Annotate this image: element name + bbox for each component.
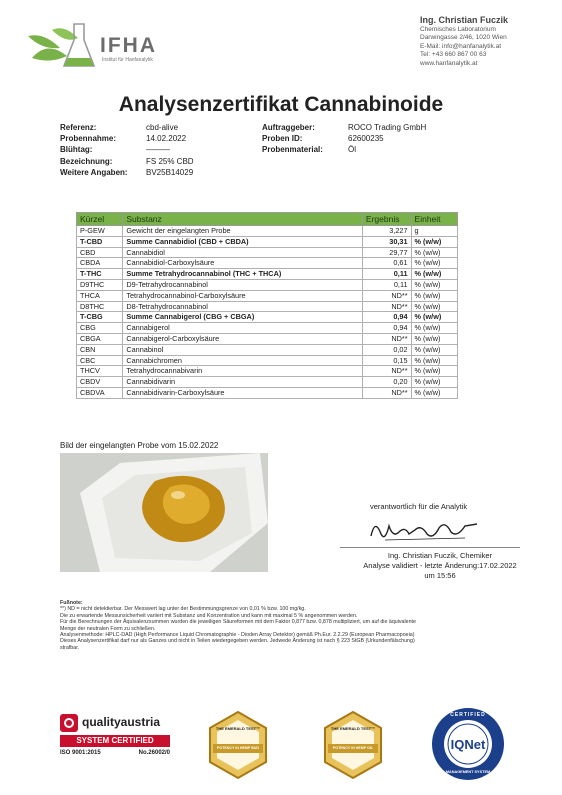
footnote-line: Für die Berechnungen der Äquivalenzsummen wurden die jeweiligen Säureformen mit dem Faktor 0,877 bzw. 0,878 multipliziert, um auf die äquivalente — [60, 619, 416, 626]
info-value: ——— — [146, 145, 170, 155]
table-row — [77, 355, 458, 366]
info-label: Probenmaterial: — [262, 145, 323, 155]
lab-website: www.hanfanalytik.at — [420, 59, 478, 67]
footnote-line: Analysenmethode: HPLC-DAD (High Performance Liquid Chromatographie - Dioden Array Detektor) gemäß Ph.Eur. 2.2.29 (European Pharmacopoeia) — [60, 632, 415, 639]
signature-block — [340, 551, 540, 581]
table-row — [77, 333, 458, 344]
cell-result: ND** — [362, 290, 411, 301]
cell-code: T-THC — [77, 269, 123, 280]
table-row — [77, 226, 458, 237]
emerald-title: THE EMERALD TEST™ — [215, 726, 261, 731]
table-row — [77, 312, 458, 323]
iqnet-top: CERTIFIED — [450, 712, 486, 718]
cell-unit: % (w/w) — [411, 258, 457, 269]
emerald-title: THE EMERALD TEST™ — [330, 726, 376, 731]
info-value: Öl — [348, 145, 356, 155]
cell-unit: % (w/w) — [411, 279, 457, 290]
qa-logo-icon — [60, 714, 78, 732]
cell-substance: Cannabidivarin-Carboxylsäure — [123, 387, 363, 398]
cell-result: 29,77 — [362, 247, 411, 258]
cell-substance: Tetrahydrocannabivarin — [123, 366, 363, 377]
logo-subtitle: Institut für Hanfanalytik — [102, 57, 153, 63]
cell-substance: Summe Cannabidiol (CBD + CBDA) — [123, 236, 363, 247]
iqnet-bottom: MANAGEMENT SYSTEM — [445, 770, 491, 774]
cell-result: ND** — [362, 387, 411, 398]
table-header-row — [77, 213, 458, 226]
cell-unit: % (w/w) — [411, 355, 457, 366]
signature-image — [365, 512, 485, 546]
lab-phone: Tel: +43 660 867 00 63 — [420, 51, 487, 59]
info-left — [60, 122, 194, 178]
validated-text: Analyse validiert - letzte Änderung:17.02.2022 — [363, 561, 517, 570]
cell-code: D9THC — [77, 279, 123, 290]
cell-result: 30,31 — [362, 236, 411, 247]
cell-result: 0,20 — [362, 377, 411, 388]
cell-code: CBGA — [77, 333, 123, 344]
cell-code: CBDA — [77, 258, 123, 269]
emerald-label: POTENCY IN HEMP OIL — [332, 746, 374, 750]
qualityaustria-badge — [60, 710, 170, 792]
lab-email: E-Mail: info@hanfanalytik.at — [420, 42, 502, 50]
cell-unit: % (w/w) — [411, 377, 457, 388]
table-row — [77, 377, 458, 388]
qa-iso: ISO 9001:2015 — [60, 750, 101, 756]
cell-result: 0,11 — [362, 269, 411, 280]
footnote-line: Menge der neutralen Form zu schließen. — [60, 625, 156, 632]
table-row — [77, 279, 458, 290]
iqnet-name: IQNet — [450, 737, 486, 752]
cell-code: THCV — [77, 366, 123, 377]
info-label: Probennahme: — [60, 134, 117, 144]
lab-line: Darwingasse 2/46, 1020 Wien — [420, 34, 507, 42]
cell-substance: Summe Cannabigerol (CBG + CBGA) — [123, 312, 363, 323]
table-row — [77, 366, 458, 377]
cell-result: 0,15 — [362, 355, 411, 366]
footnotes — [60, 600, 530, 651]
info-value: 62600235 — [348, 134, 384, 144]
info-label: Blühtag: — [60, 145, 93, 155]
cell-code: T-CBD — [77, 236, 123, 247]
cell-code: CBN — [77, 344, 123, 355]
table-row — [77, 236, 458, 247]
footnote-line: Dieses Analysenzertifikat darf nur als Ganzes und nicht in Teilen wiedergegeben werden. Jedwede Änderung ist nach § 223 StGB (Urkundenfälschung) — [60, 638, 415, 645]
lab-address — [420, 16, 508, 69]
validated-time: um 15:56 — [424, 571, 456, 580]
cell-result: 0,94 — [362, 312, 411, 323]
page-title: Analysenzertifikat Cannabinoide — [118, 93, 444, 116]
lab-line: Chemisches Laboratorium — [420, 25, 496, 33]
info-label: Proben ID: — [262, 134, 303, 144]
sample-image — [60, 453, 268, 572]
table-row — [77, 344, 458, 355]
table-row — [77, 258, 458, 269]
info-value: cbd-alive — [146, 123, 179, 132]
cell-unit: % (w/w) — [411, 312, 457, 323]
cell-code: P-GEW — [77, 226, 123, 237]
chemist-name: Ing. Christian Fuczik, Chemiker — [387, 551, 493, 560]
cell-unit: % (w/w) — [411, 236, 457, 247]
column-header: Kürzel — [77, 213, 123, 226]
table-row — [77, 301, 458, 312]
cell-substance: Summe Tetrahydrocannabinol (THC + THCA) — [123, 269, 363, 280]
cell-result: 0,94 — [362, 323, 411, 334]
qa-number: No.26002/0 — [138, 750, 170, 756]
logo-text: IFHA — [100, 34, 157, 57]
emerald-test-seal-bud — [203, 710, 273, 780]
info-label: Weitere Angaben: — [60, 167, 128, 177]
cell-result: 0,61 — [362, 258, 411, 269]
info-value: BV25B14029 — [146, 167, 194, 177]
cell-substance: Cannabigerol — [123, 323, 363, 334]
lab-name: Ing. Christian Fuczik — [420, 15, 509, 25]
footnote-line: Die zu erwartende Messunsicherheit variiert mit Substanz und Konzentration und kann mit maximal 5 % angenommen werden. — [60, 612, 358, 619]
column-header: Substanz — [123, 213, 363, 226]
cell-substance: Tetrahydrocannabinol-Carboxylsäure — [123, 290, 363, 301]
footnote-heading: Fußnote: — [60, 600, 83, 606]
table-row — [77, 269, 458, 280]
info-right — [262, 122, 426, 156]
cell-substance: Cannabigerol-Carboxylsäure — [123, 333, 363, 344]
info-value: ROCO Trading GmbH — [348, 123, 427, 132]
qa-name: qualityaustria — [82, 715, 161, 729]
info-label: Referenz: — [60, 123, 97, 132]
info-label: Bezeichnung: — [60, 156, 113, 166]
cell-code: CBG — [77, 323, 123, 334]
cell-unit: % (w/w) — [411, 323, 457, 334]
table-row — [77, 323, 458, 334]
cell-result: 0,02 — [362, 344, 411, 355]
cell-unit: % (w/w) — [411, 366, 457, 377]
table-row — [77, 387, 458, 398]
table-row — [77, 247, 458, 258]
cell-unit: % (w/w) — [411, 387, 457, 398]
cell-substance: Gewicht der eingelangten Probe — [123, 226, 363, 237]
cell-substance: D8-Tetrahydrocannabinol — [123, 301, 363, 312]
photo-caption: Bild der eingelangten Probe vom 15.02.2022 — [60, 441, 219, 450]
cell-unit: % (w/w) — [411, 247, 457, 258]
cell-code: CBDV — [77, 377, 123, 388]
cell-result: 3,227 — [362, 226, 411, 237]
cell-code: CBD — [77, 247, 123, 258]
cell-code: CBC — [77, 355, 123, 366]
cell-unit: % (w/w) — [411, 333, 457, 344]
responsible-label: verantwortlich für die Analytik — [370, 502, 468, 511]
qa-system: SYSTEM CERTIFIED — [60, 735, 170, 747]
cell-unit: % (w/w) — [411, 290, 457, 301]
cell-code: T-CBG — [77, 312, 123, 323]
iqnet-seal — [430, 706, 506, 782]
emerald-label: POTENCY IN HEMP BUD — [217, 746, 259, 750]
footnote-line: strafbar. — [60, 644, 80, 651]
sample-photo — [60, 453, 268, 572]
cell-unit: g — [411, 226, 457, 237]
cell-result: 0,11 — [362, 279, 411, 290]
results-table — [76, 212, 458, 399]
cell-code: THCA — [77, 290, 123, 301]
emerald-test-seal-oil — [318, 710, 388, 780]
cell-substance: Cannabidivarin — [123, 377, 363, 388]
cell-result: ND** — [362, 301, 411, 312]
cell-substance: Cannabidiol-Carboxylsäure — [123, 258, 363, 269]
table-row — [77, 290, 458, 301]
footnote-line: **) ND = nicht detektierbar. Der Messwert lag unter der Bestimmungsgrenze von 0,01 % bzw. 100 mg/kg. — [60, 606, 306, 613]
cell-code: CBDVA — [77, 387, 123, 398]
info-value: FS 25% CBD — [146, 156, 194, 166]
cell-substance: Cannabidiol — [123, 247, 363, 258]
info-label: Auftraggeber: — [262, 123, 315, 132]
cell-result: ND** — [362, 333, 411, 344]
cell-unit: % (w/w) — [411, 269, 457, 280]
column-header: Einheit — [411, 213, 457, 226]
cell-substance: Cannabichromen — [123, 355, 363, 366]
cell-substance: D9-Tetrahydrocannabinol — [123, 279, 363, 290]
cell-unit: % (w/w) — [411, 344, 457, 355]
signature-line — [340, 547, 520, 548]
info-value: 14.02.2022 — [146, 134, 187, 144]
cell-substance: Cannabinol — [123, 344, 363, 355]
cell-code: D8THC — [77, 301, 123, 312]
cell-result: ND** — [362, 366, 411, 377]
column-header: Ergebnis — [362, 213, 411, 226]
cell-unit: % (w/w) — [411, 301, 457, 312]
